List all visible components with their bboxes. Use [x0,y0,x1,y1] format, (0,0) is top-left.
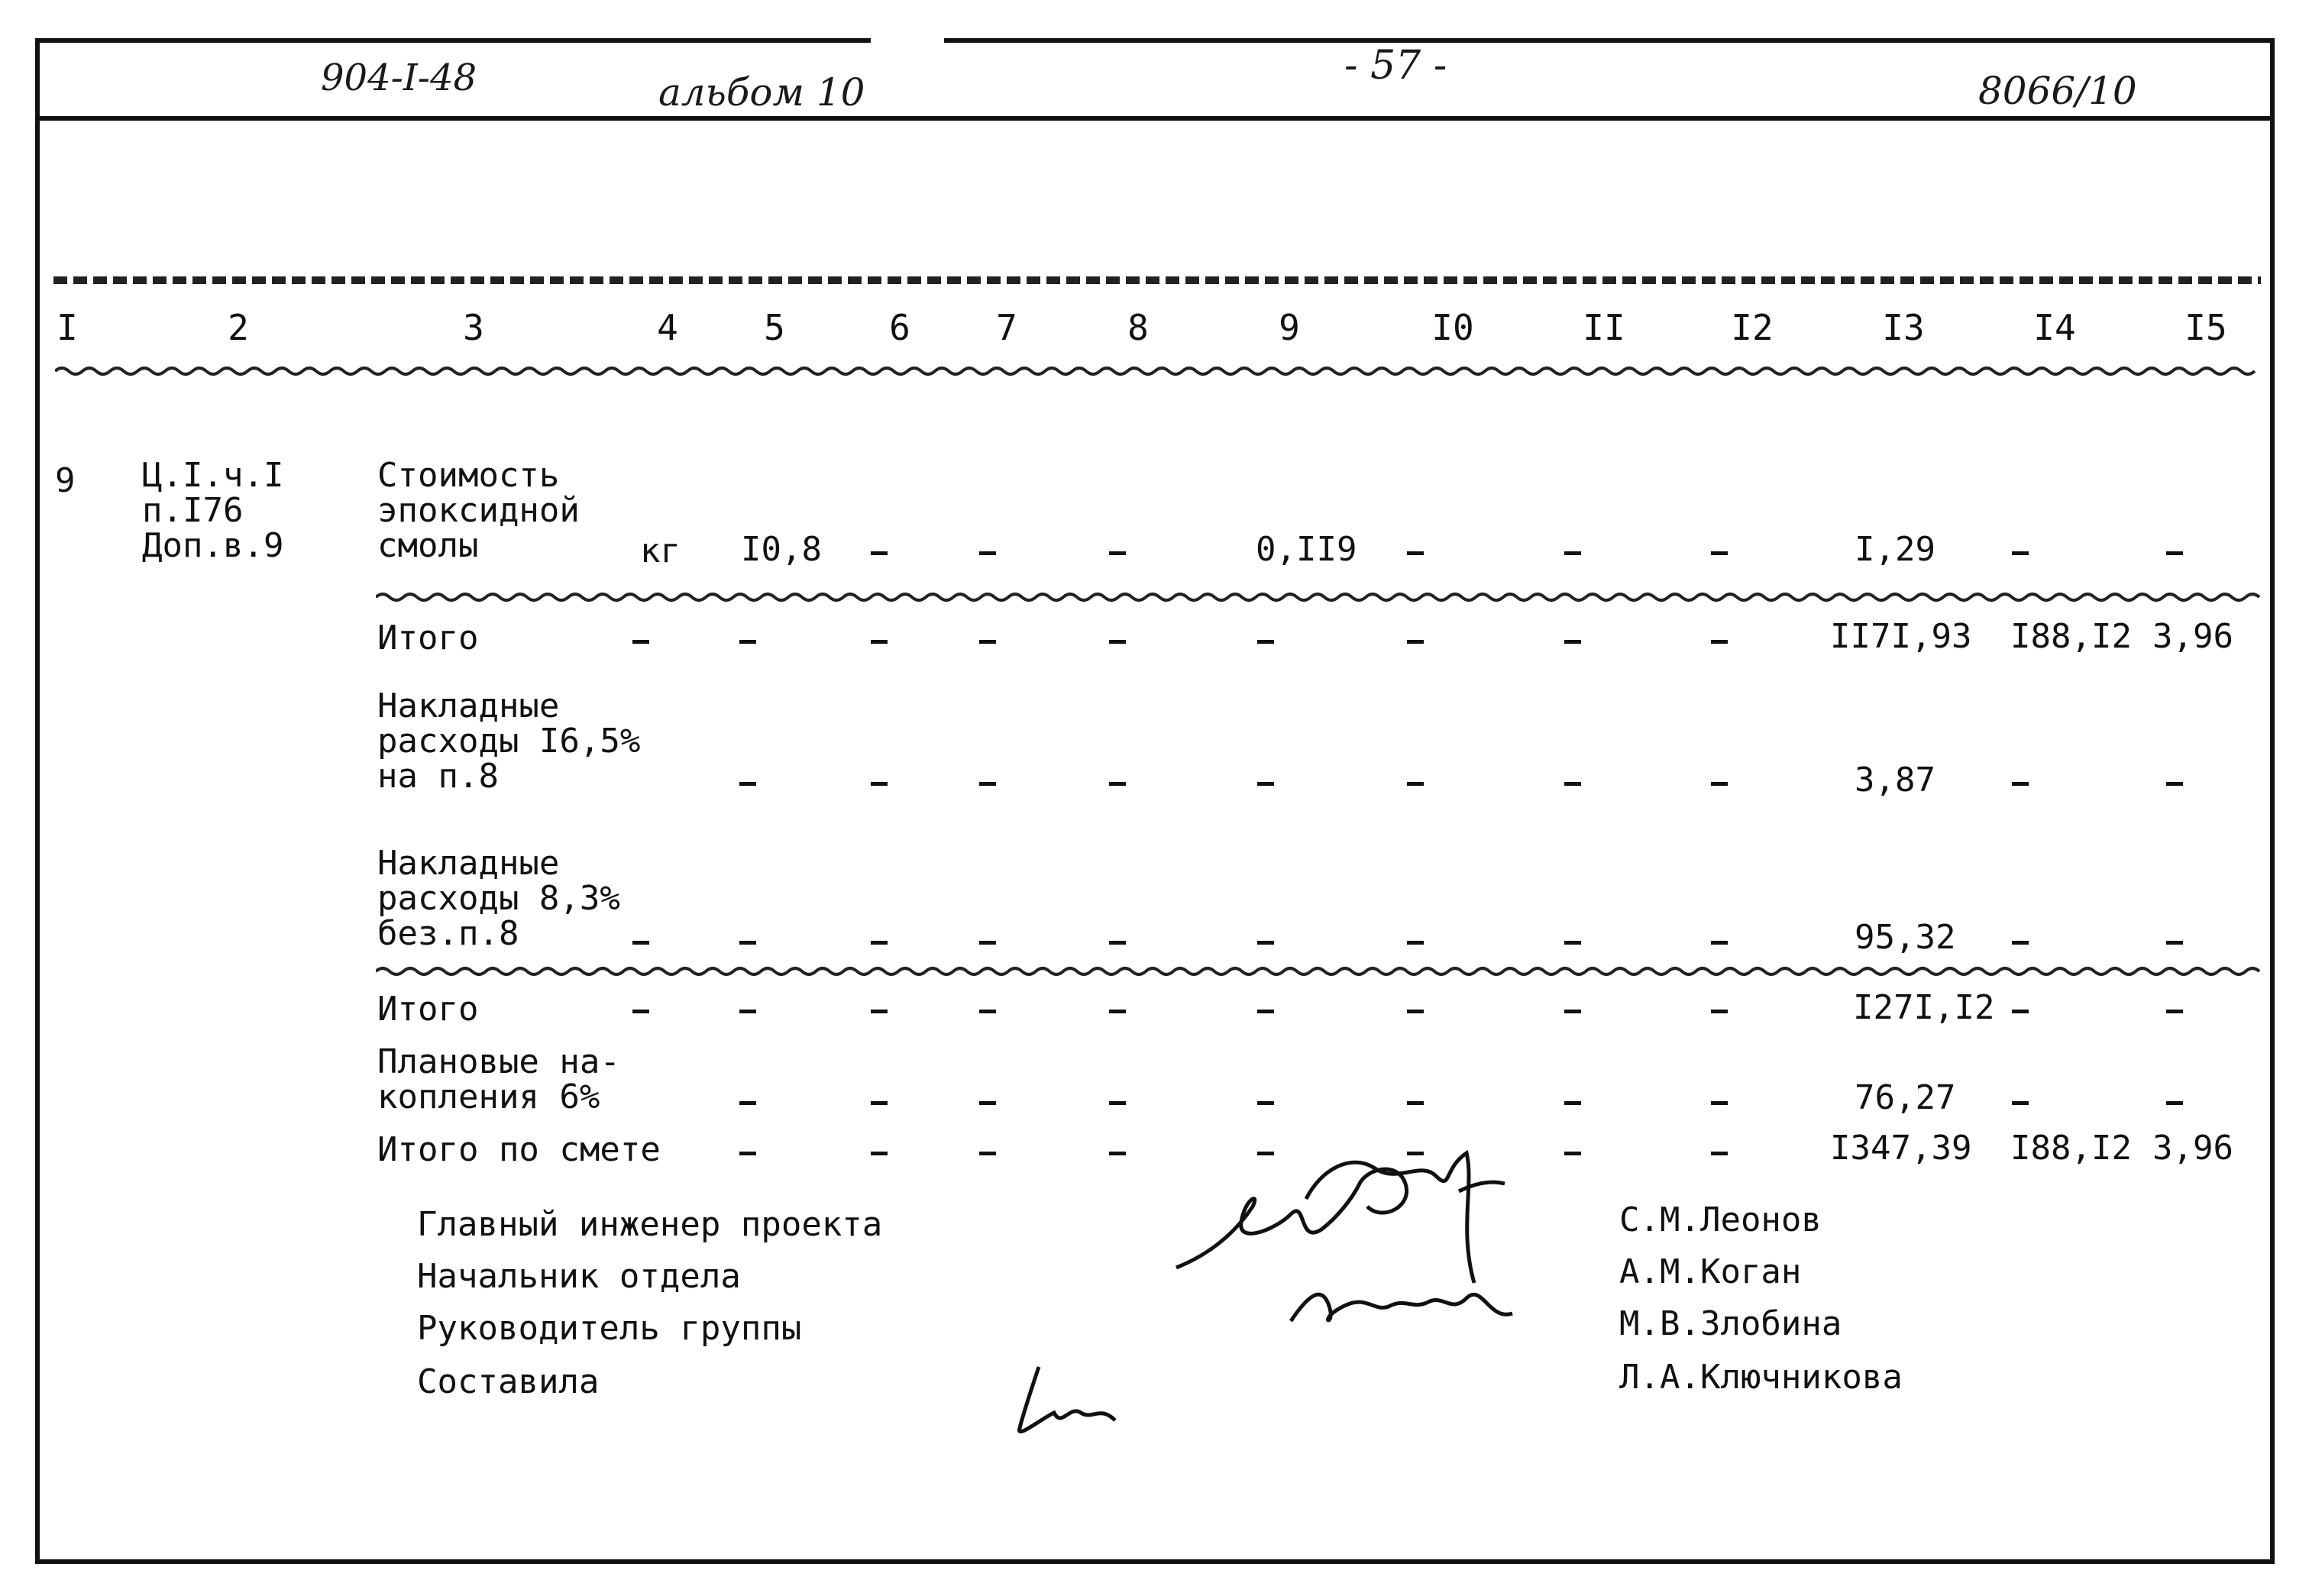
column-number-8: 8 [1127,307,1149,348]
row-label-line-3: без.п.8 [377,914,519,953]
empty-cell-dash [2166,941,2183,945]
row-col14-value: I88,I2 [2010,617,2132,656]
empty-cell-dash [1109,1152,1126,1155]
empty-cell-dash [2012,1010,2029,1013]
empty-cell-dash [1564,640,1581,644]
album-label: альбом 10 [658,70,865,115]
role-group-leader: Руководитель группы [417,1309,802,1348]
empty-cell-dash [979,941,996,945]
frame-gap [871,34,944,43]
column-number-7: 7 [996,307,1017,348]
row-col13-value: 3,87 [1855,761,1935,800]
row-label-line-2: копления 6% [377,1077,600,1116]
name-compiler: Л.А.Ключникова [1619,1358,1903,1397]
empty-cell-dash [1564,941,1581,945]
empty-cell-dash [1564,1152,1581,1155]
empty-cell-dash [1257,640,1274,644]
row-label: Итого [377,990,479,1029]
empty-cell-dash [632,640,649,644]
row-label-line-2: расходы I6,5% [377,722,641,761]
row-col15-value: 3,96 [2152,1129,2233,1168]
empty-cell-dash [739,1152,756,1155]
empty-cell-dash [1407,941,1424,945]
row-label-line-2: расходы 8,3% [377,879,620,918]
empty-cell-dash [2012,941,2029,945]
name-group-leader: М.В.Злобина [1619,1304,1842,1343]
row-col13-value: I27I,I2 [1853,988,1995,1027]
column-number-10: I0 [1431,307,1474,348]
empty-cell-dash [1257,782,1274,786]
empty-cell-dash [1564,1010,1581,1013]
column-number-12: I2 [1731,307,1774,348]
empty-cell-dash [1407,640,1424,644]
empty-cell-dash [739,640,756,644]
empty-cell-dash [2012,782,2029,786]
empty-cell-dash [739,941,756,945]
role-department-head: Начальник отдела [417,1257,741,1296]
item-name-line-3: смолы [377,526,479,565]
empty-cell-dash [2166,1101,2183,1105]
row-col13-value: I347,39 [1830,1129,1972,1168]
empty-cell-dash [871,1101,888,1105]
column-number-4: 4 [657,307,678,348]
empty-cell-dash [1407,1101,1424,1105]
signature-scribble-department [1283,1268,1528,1336]
row-col13-value: 76,27 [1855,1078,1956,1117]
column-number-5: 5 [764,307,785,348]
empty-cell-dash [1711,782,1728,786]
frame-top-border [35,38,2272,43]
empty-cell-dash [871,782,888,786]
empty-cell-dash [739,1010,756,1013]
column-header-dashed-rule [53,276,2261,284]
empty-cell-dash [739,1101,756,1105]
total-wavy-rule [376,964,2261,979]
row-label: Итого по смете [377,1130,661,1169]
column-number-1: I [57,307,78,348]
column-number-6: 6 [889,307,910,348]
empty-cell-dash [2166,551,2183,555]
column-number-9: 9 [1279,307,1300,348]
item-unit: кг [640,531,681,570]
item-number: 9 [55,461,76,500]
frame-bottom-border [35,1559,2275,1564]
empty-cell-dash [1109,782,1126,786]
role-chief-engineer: Главный инженер проекта [417,1205,883,1244]
empty-cell-dash [2012,1101,2029,1105]
empty-cell-dash [871,1152,888,1155]
item-col5-value: I0,8 [741,530,822,569]
item-name-line-1: Стоимость [377,456,560,495]
empty-cell-dash [979,1101,996,1105]
empty-cell-dash [1711,1010,1728,1013]
empty-cell-dash [632,1010,649,1013]
empty-cell-dash [979,1152,996,1155]
empty-cell-dash [2166,782,2183,786]
empty-cell-dash [1109,941,1126,945]
column-header-wavy-rule [55,363,2262,379]
row-col15-value: 3,96 [2152,617,2233,656]
document-code: 904-I-48 [321,57,477,99]
empty-cell-dash [2012,551,2029,555]
row-col13-value: II7I,93 [1830,617,1972,656]
empty-cell-dash [979,782,996,786]
empty-cell-dash [1711,941,1728,945]
empty-cell-dash [2166,1010,2183,1013]
empty-cell-dash [871,1010,888,1013]
column-number-14: I4 [2033,307,2076,348]
column-number-13: I3 [1882,307,1925,348]
item-code-line-3: Доп.в.9 [142,526,284,565]
empty-cell-dash [632,941,649,945]
empty-cell-dash [1407,782,1424,786]
row-label-line-1: Плановые на- [377,1042,620,1081]
empty-cell-dash [979,640,996,644]
item-col9-value: 0,II9 [1256,530,1357,569]
empty-cell-dash [739,782,756,786]
empty-cell-dash [1407,1010,1424,1013]
row-col13-value: 95,32 [1855,918,1956,957]
empty-cell-dash [1711,1101,1728,1105]
empty-cell-dash [979,1010,996,1013]
inventory-number: 8066/10 [1978,69,2137,113]
empty-cell-dash [871,551,888,555]
empty-cell-dash [1407,551,1424,555]
item-name-line-2: эпоксидной [377,491,580,530]
row-label-line-1: Накладные [377,844,560,883]
column-number-11: II [1583,307,1625,348]
column-number-15: I5 [2184,307,2227,348]
frame-right-border [2270,38,2275,1564]
column-number-2: 2 [228,307,249,348]
name-chief-engineer: С.М.Леонов [1619,1200,1822,1239]
empty-cell-dash [1109,1101,1126,1105]
empty-cell-dash [1711,551,1728,555]
empty-cell-dash [1109,551,1126,555]
empty-cell-dash [1109,640,1126,644]
signature-scribble-compiler [1008,1359,1123,1443]
row-col14-value: I88,I2 [2010,1129,2132,1168]
column-number-3: 3 [463,307,484,348]
empty-cell-dash [1257,1101,1274,1105]
name-department-head: А.М.Коган [1619,1252,1802,1291]
subtotal-wavy-rule [376,590,2261,605]
empty-cell-dash [979,551,996,555]
empty-cell-dash [1711,640,1728,644]
empty-cell-dash [1257,1010,1274,1013]
empty-cell-dash [1109,1010,1126,1013]
item-code-line-2: п.I76 [142,491,244,530]
item-code-line-1: Ц.I.ч.I [142,456,284,495]
empty-cell-dash [871,640,888,644]
header-rule [35,116,2275,121]
row-label: Итого [377,619,479,657]
row-label-line-3: на п.8 [377,757,499,796]
role-compiler: Составила [417,1362,600,1401]
empty-cell-dash [1711,1152,1728,1155]
page-number: - 57 - [1344,43,1447,89]
item-col13-value: I,29 [1855,530,1935,569]
empty-cell-dash [871,941,888,945]
empty-cell-dash [1564,551,1581,555]
frame-left-border [35,38,40,1564]
empty-cell-dash [1564,1101,1581,1105]
empty-cell-dash [1564,782,1581,786]
empty-cell-dash [1257,941,1274,945]
row-label-line-1: Накладные [377,687,560,725]
